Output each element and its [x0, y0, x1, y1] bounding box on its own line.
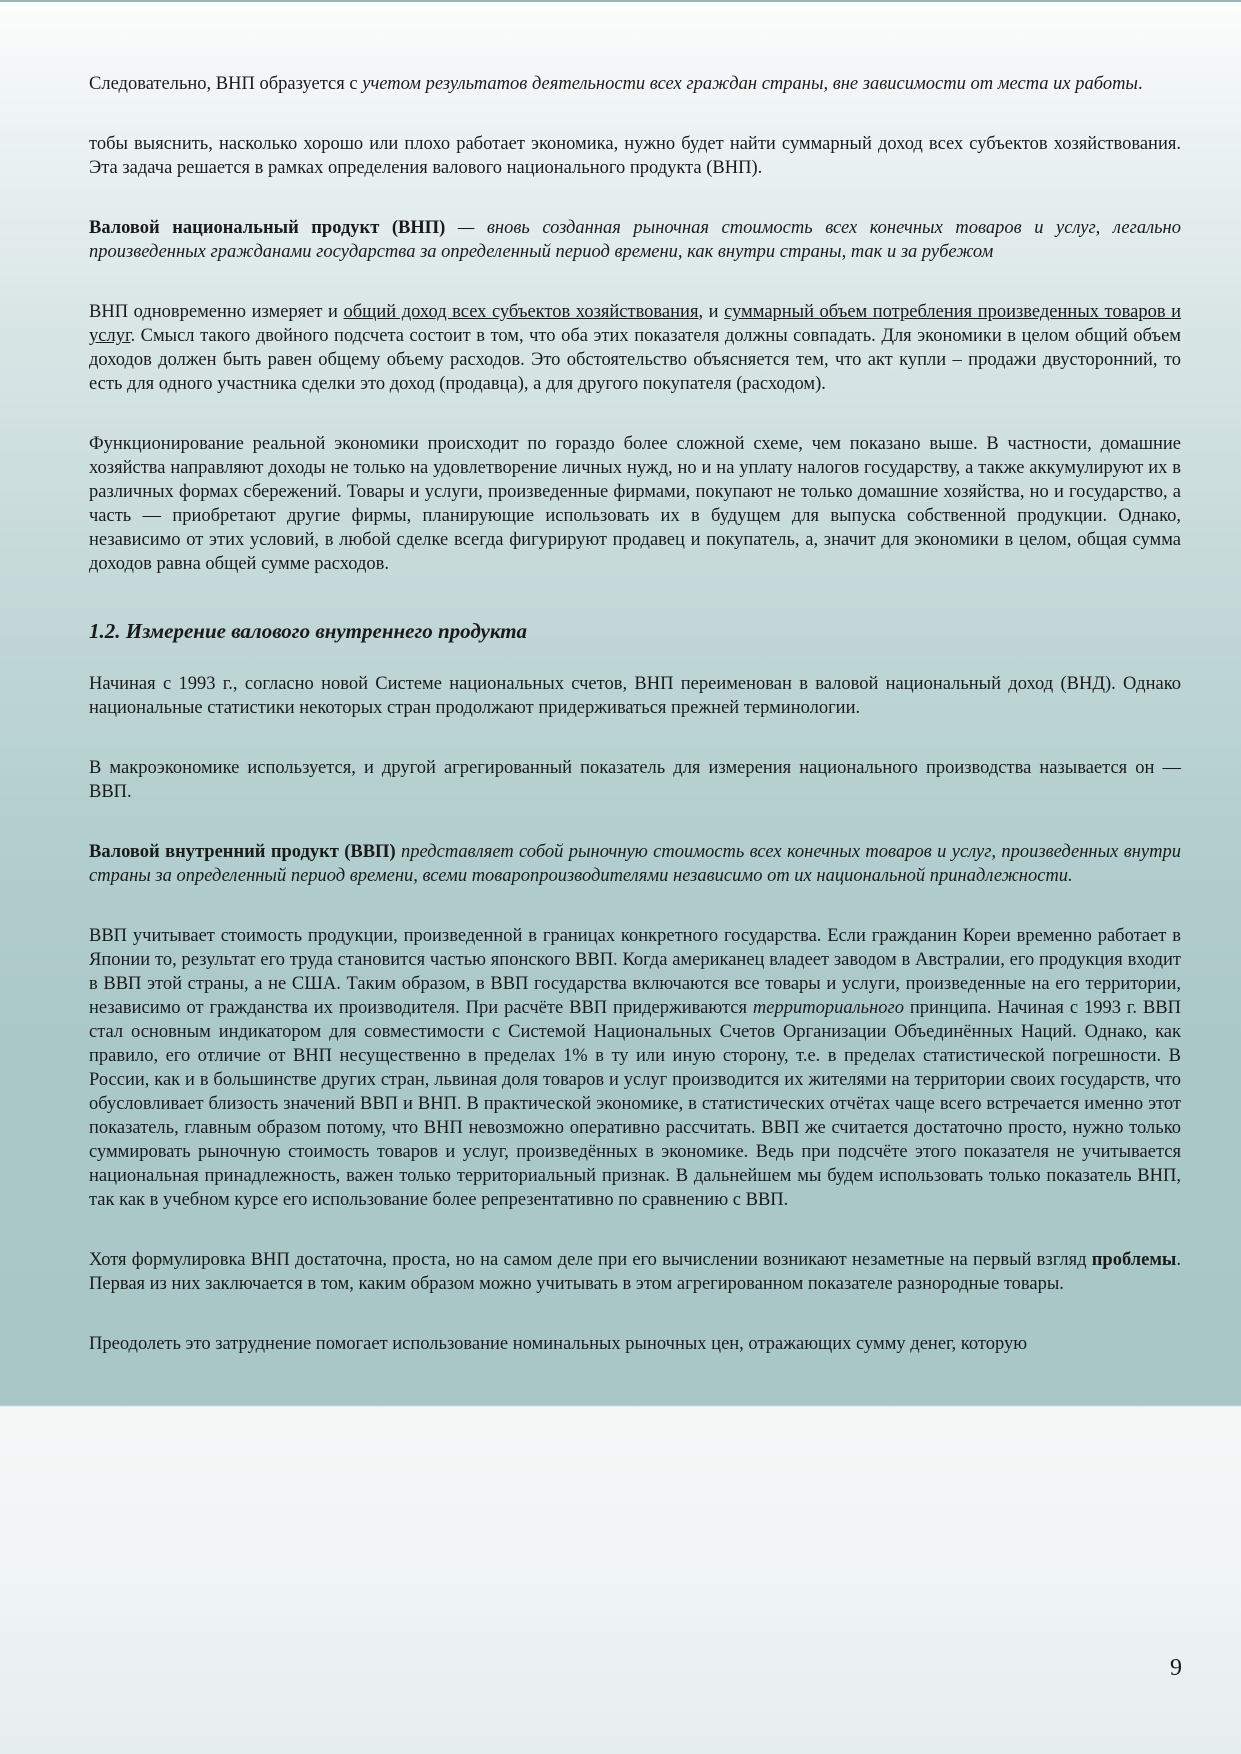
document-page — [89, 72, 1181, 1356]
text-run: В макроэкономике используется, и другой агрегированный показатель для измерения национального производства называется он — ВВП. — [89, 758, 1181, 802]
paragraph-gdp-details — [89, 924, 1181, 1212]
paragraph-gdp-definition — [89, 840, 1181, 888]
italic-run: территориального — [752, 998, 904, 1018]
italic-run: учетом результатов деятельности всех граждан страны, вне зависимости от места их работы — [362, 74, 1138, 94]
text-run: принципа. Начиная с 1993 г. ВВП стал основным индикатором для совместимости с Системой Национальных Счетов Организации Объединённых Наций. Однако, как правило, его отличие от ВНП несущественно в пределах 1% в ту или иную сторону, т.е. в пределах статистической погрешности. В России, как и в большинстве других стран, львиная доля товаров и услуг производится их жителями на территории своих государств, что обусловливает близость значений ВВП и ВНП. В практической экономике, в статистических отчётах чаще всего встречается именно этот показатель, главным образом потому, что ВНП невозможно оперативно рассчитать. ВВП же считается достаточно просто, нужно только суммировать рыночную стоимость товаров и услуг, произведённых в экономике. Ведь при подсчёте этого показателя не учитывается национальная принадлежность, важен только территориальный признак. В дальнейшем мы будем использовать только показатель ВНП, так как в учебном курсе его использование более репрезентативно по сравнению с ВВП. — [89, 998, 1181, 1210]
text-run: Хотя формулировка ВНП достаточна, проста, но на самом деле при его вычислении возникают незаметные на первый взгляд — [89, 1250, 1092, 1270]
paragraph-gnp-measure — [89, 300, 1181, 396]
text-run: Преодолеть это затруднение помогает использование номинальных рыночных цен, отражающих сумму денег, которую — [89, 1334, 1028, 1354]
underlined-run: общий доход всех субъектов хозяйствования — [343, 302, 699, 322]
paragraph-gdp-intro — [89, 756, 1181, 804]
text-run: Функционирование реальной экономики происходит по гораздо более сложной схеме, чем показано выше. В частности, домашние хозяйства направляют доходы не только на удовлетворение личных нужд, но и на уплату налогов государству, а также аккумулируют их в различных формах сбережений. Товары и услуги, произведенные фирмами, покупают не только домашние хозяйства, но и государство, а часть — приобретают другие фирмы, планирующие использовать их в будущем для выпуска собственной продукции. Однако, независимо от этих условий, в любой сделке всегда фигурируют продавец и покупатель, а, значит для экономики в целом, общая сумма доходов равна общей сумме расходов. — [89, 434, 1181, 574]
paragraph-real-economy — [89, 432, 1181, 576]
top-border — [0, 0, 1241, 2]
underlined-run: суммарный объем потребления произведенных товаров и услуг — [89, 302, 1182, 346]
paragraph-gnp-summary — [89, 72, 1181, 96]
text-run: . Смысл такого двойного подсчета состоит в том, что оба этих показателя должны совпадать. Для экономики в целом общий объем доходов должен быть равен общему объему расходов. Это обстоятельство объясняется тем, что акт купли – продажи двусторонний, то есть для одного участника сделки это доход (продавца), а для другого покупателя (расходом). — [89, 326, 1181, 394]
section-heading: 1.2. Измерение валового внутреннего продукта — [89, 619, 528, 643]
text-run: Начиная с 1993 г., согласно новой Системе национальных счетов, ВНП переименован в валовой национальный доход (ВНД). Однако национальные статистики некоторых стран продолжают придерживаться прежней терминологии. — [89, 674, 1181, 718]
term-gnp: Валовой национальный продукт (ВНП) — [89, 218, 446, 238]
paragraph-gni-rename — [89, 672, 1181, 720]
text-run: Следовательно, ВНП образуется с — [89, 74, 363, 94]
text-run: тобы выяснить, насколько хорошо или плохо работает экономика, нужно будет найти суммарный доход всех субъектов хозяйствования. Эта задача решается в рамках определения валового национального продукта (ВНП). — [89, 134, 1181, 178]
text-run: ВНП одновременно измеряет и — [89, 302, 344, 322]
text-run: . Первая из них заключается в том, каким образом можно учитывать в этом агрегированном показателе разнородные товары. — [89, 1250, 1181, 1294]
bold-run: проблемы — [1091, 1250, 1177, 1270]
text-run: , и — [698, 302, 725, 322]
definition-gnp: — вновь созданная рыночная стоимость всех конечных товаров и услуг, легально произведенных гражданами государства за определенный период времени, как внутри страны, так и за рубежом — [89, 218, 1181, 262]
paragraph-gnp-definition — [89, 216, 1181, 264]
text-run: . — [1137, 74, 1143, 94]
definition-gdp: представляет собой рыночную стоимость всех конечных товаров и услуг, произведенных внутри страны за определенный период времени, всеми товаропроизводителями независимо от их национальной принадлежности. — [89, 842, 1181, 886]
paragraph-economy-intro — [89, 132, 1181, 180]
paragraph-nominal-prices — [89, 1332, 1181, 1356]
text-run: ВВП учитывает стоимость продукции, произведенной в границах конкретного государства. Если гражданин Кореи временно работает в Японии то, результат его труда становится частью японского ВВП. Когда американец владеет заводом в Австралии, его продукция входит в ВВП этой страны, а не США. Таким образом, в ВВП государства включаются все товары и услуги, произведенные на его территории, независимо от гражданства их производителя. При расчёте ВВП придерживаются — [89, 926, 1181, 1018]
term-gdp: Валовой внутренний продукт (ВВП) — [89, 842, 396, 862]
paragraph-gnp-problems — [89, 1248, 1181, 1296]
page-number: 9 — [1170, 1655, 1182, 1681]
